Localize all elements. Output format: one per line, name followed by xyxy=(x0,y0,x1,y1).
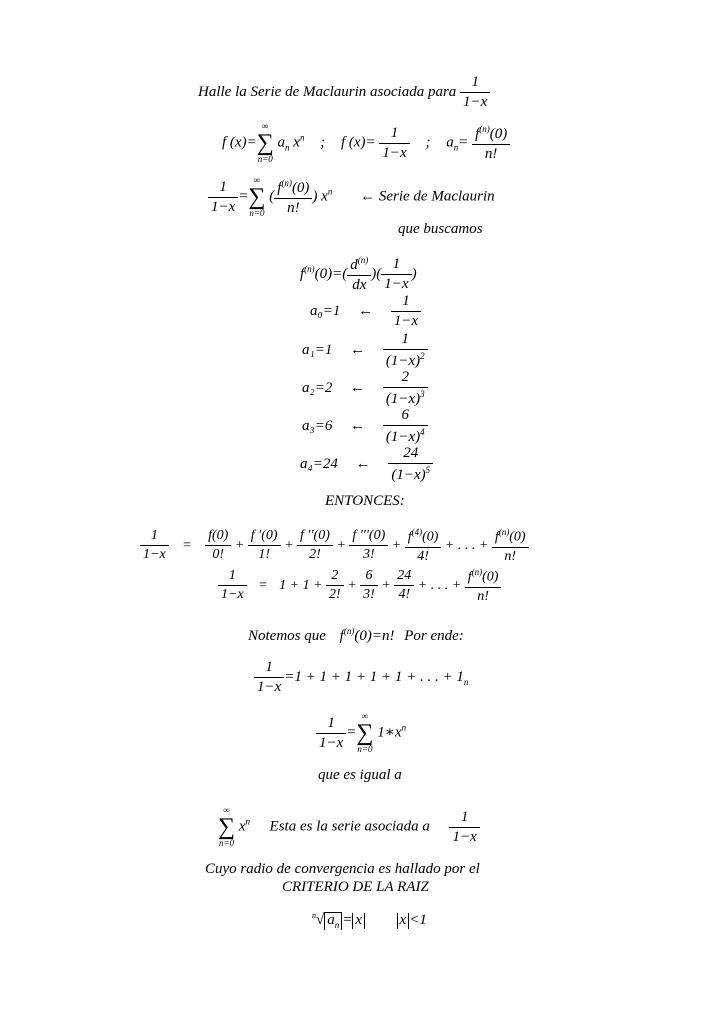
coefficient-lhs: a₃=6 xyxy=(302,417,333,434)
coefficient-row: a₂=2 ← $\frac{2}{(1-x)^3}$ xyxy=(302,370,428,407)
title-line xyxy=(198,75,490,110)
maclaurin-series-line: $\frac{1}{1-x}$ = ∞ ∑ n=0 ( $\frac{f^{(n)}(0)}{n!}$ ) $x^n$ ← Serie de Maclaurin xyxy=(208,176,495,218)
series-associated-line: ∞ ∑ n=0 $x^n$ Esta es la serie asociada a $\frac{1}{1-x}$ xyxy=(218,806,480,848)
coefficient-lhs: a₁=1 xyxy=(302,341,333,358)
coefficient-lhs: a₄=24 xyxy=(300,455,338,472)
expansion-line: $\frac{1}{1-x}$ = $\frac{f(0)}{0!}$ + $\frac{f '(0)}{1!}$ + $\frac{f ''(0)}{2!}$ + $\frac{f '''(0)}{3!}$ + $\frac{f^{(4)}(0)}{4!}$ + . . . + $\frac{f^{(n)}(0)}{n!}$ xyxy=(140,528,529,564)
que-es-igual-label: que es igual a xyxy=(318,767,402,783)
criterio-label: CRITERIO DE LA RAIZ xyxy=(282,879,429,895)
label-por-ende: Por ende: xyxy=(404,628,464,644)
coefficient-row: a₄=24 ← $\frac{24}{(1-x)^5}$ xyxy=(300,446,433,483)
entonces-label: ENTONCES: xyxy=(325,493,405,509)
left-arrow-icon: ← xyxy=(360,188,376,205)
numeric-expansion-line: $\frac{1}{1-x}$ = 1 + 1 + $\frac{2}{2!}$ + $\frac{6}{3!}$ + $\frac{24}{4!}$ + . . . + $\frac{f^{(n)}(0)}{n!}$ xyxy=(218,568,501,604)
label-esta-es: Esta es la serie asociada a xyxy=(269,818,430,835)
coefficient-row: a₁=1 ← $\frac{1}{(1-x)^2}$ xyxy=(302,332,428,369)
label-serie-maclaurin: Serie de Maclaurin xyxy=(378,188,495,205)
sum-of-ones-line: $\frac{1}{1-x}$ =1 + 1 + 1 + 1 + 1 + . . . + $1_n$ xyxy=(254,660,468,695)
coefficient-row: a₀=1 ← $\frac{1}{1-x}$ xyxy=(310,294,421,329)
root-criterion-line: $^n$√ $a_n = x$ x <1 xyxy=(312,911,427,930)
title-text: Halle la Serie de Maclaurin asociada para xyxy=(198,83,457,100)
coefficient-lhs: a₂=2 xyxy=(302,379,333,396)
cuyo-radio-label: Cuyo radio de convergencia es hallado por el xyxy=(205,861,480,877)
definitions-line: f (x)= ∞ ∑ n=0 $a_n$ $x^n$ ; f (x)= $\frac{1}{1-x}$ ; $a_n=$ $\frac{f^{(n)}(0)}{n!}$ xyxy=(222,122,510,164)
coefficient-lhs: a₀=1 xyxy=(310,302,341,319)
label-que-buscamos: que buscamos xyxy=(398,221,483,237)
que-buscamos-line xyxy=(398,222,483,237)
label-notemos: Notemos que xyxy=(248,628,326,644)
derivative-definition: $f^{(n)}(0)=$( $\frac{d^{(n)}}{dx}$ )( $\frac{1}{1-x}$ ) xyxy=(300,255,417,293)
notemos-line: Notemos que $f^{(n)}(0)=n$! Por ende: xyxy=(248,626,464,644)
summation-result-line: $\frac{1}{1-x}$ = ∞ ∑ n=0 $1∗x^n$ xyxy=(316,712,406,754)
title-fraction: $\frac{1}{1-x}$ xyxy=(460,75,490,110)
coefficient-row: a₃=6 ← $\frac{6}{(1-x)^4}$ xyxy=(302,408,428,445)
